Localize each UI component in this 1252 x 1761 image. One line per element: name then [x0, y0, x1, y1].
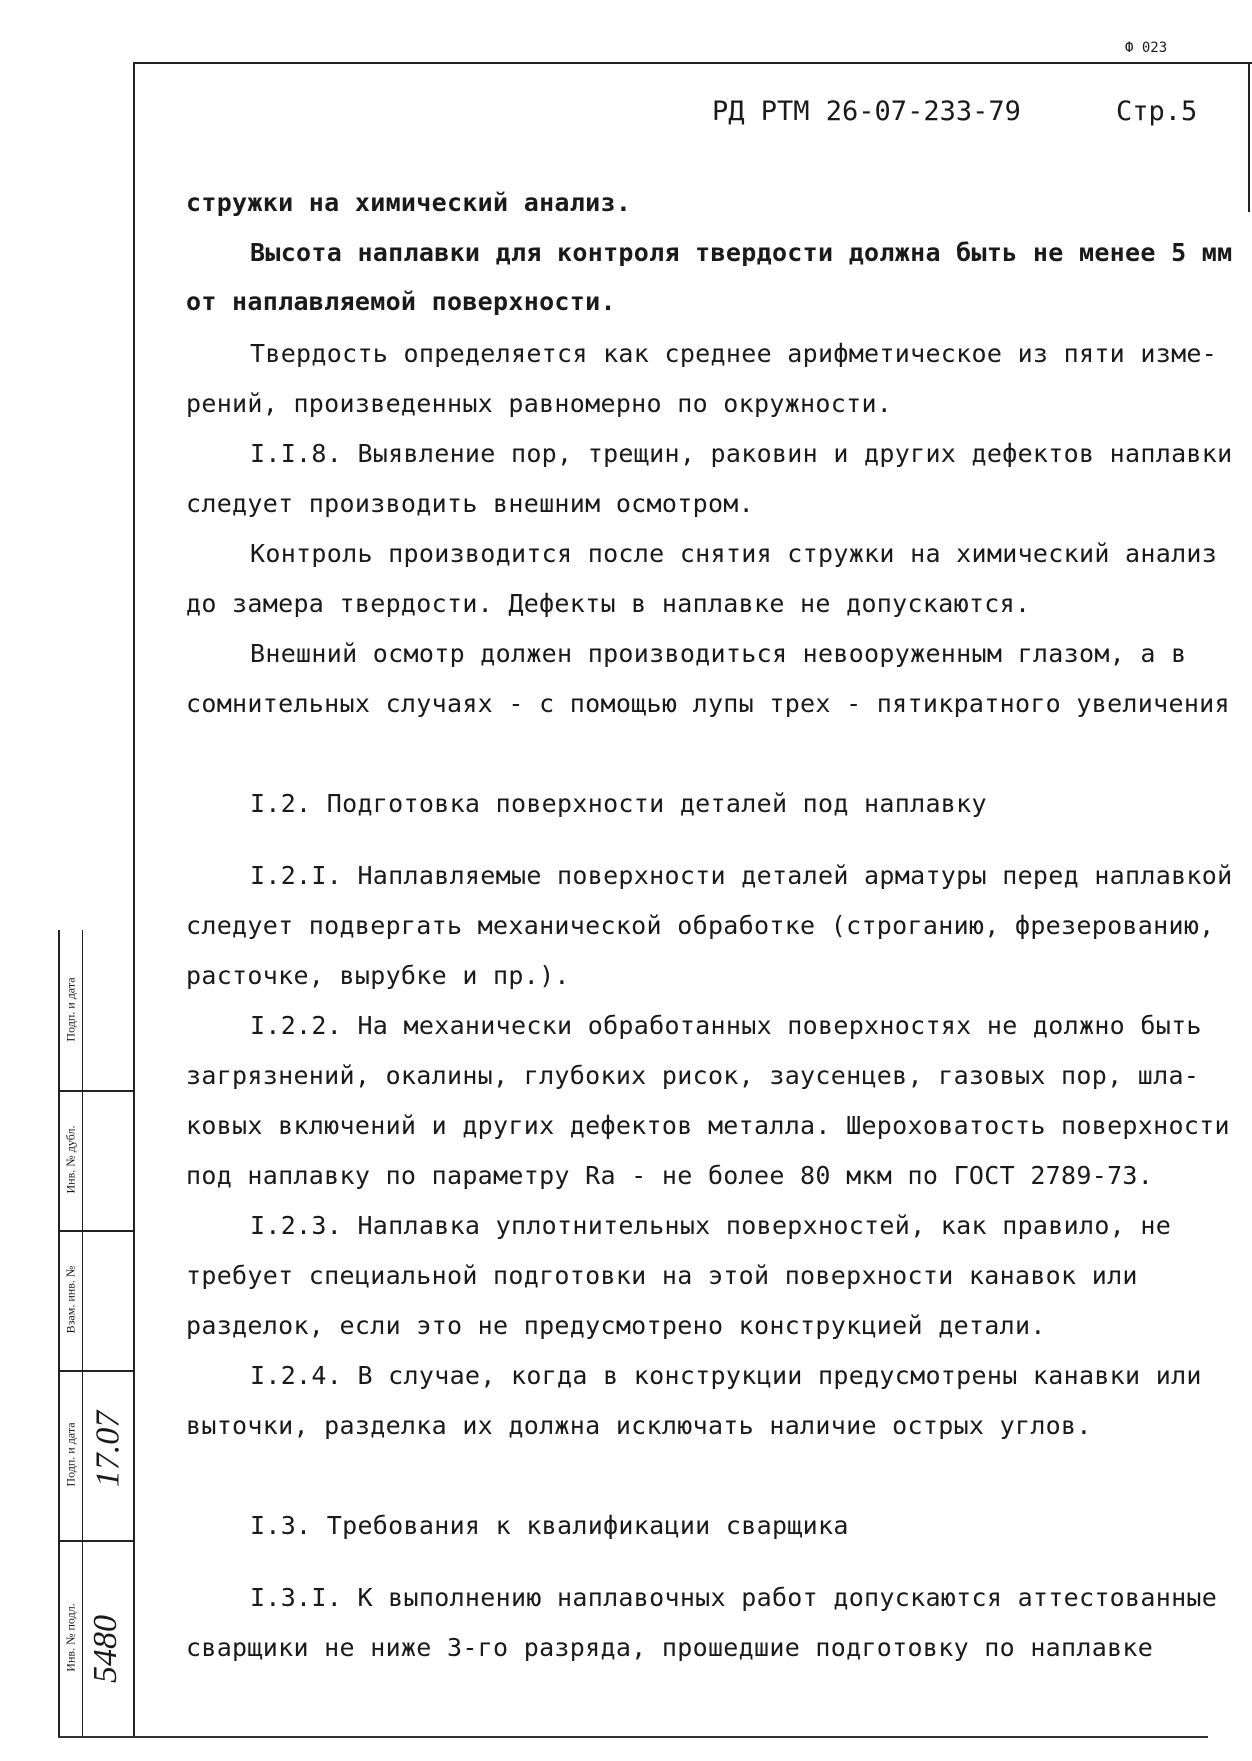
text-line: следует подвергать механической обработке (строганию, фрезерованию, [186, 911, 1215, 940]
text-line: рений, произведенных равномерно по окружности. [186, 389, 893, 418]
text-line: разделок, если это не предусмотрено конструкцией детали. [186, 1311, 1046, 1340]
text-line: Твердость определяется как среднее арифметическое из пяти изме- [250, 339, 1218, 368]
section-heading: I.3. Требования к квалификации сварщика [250, 1511, 849, 1540]
stamp-divider [82, 930, 83, 1736]
text-line: Внешний осмотр должен производиться невооруженным глазом, а в [250, 639, 1187, 668]
text-line: расточке, вырубке и пр.). [186, 961, 570, 990]
text-line: выточки, разделка их должна исключать наличие острых углов. [186, 1411, 1092, 1440]
page-frame-right [1248, 62, 1250, 212]
text-line: загрязнений, окалины, глубоких рисок, заусенцев, газовых пор, шла- [186, 1061, 1200, 1090]
text-line: I.2.3. Наплавка уплотнительных поверхностей, как правило, не [250, 1211, 1172, 1240]
stamp-row-line [60, 1540, 134, 1542]
text-line: под наплавку по параметру Rа - не более 80 мкм по ГОСТ 2789-73. [186, 1161, 1154, 1190]
text-line: от наплавляемой поверхности. [186, 287, 616, 316]
stamp-label: Взам. инв. № [63, 1265, 78, 1334]
text-line: стружки на химический анализ. [186, 188, 632, 217]
text-line: сомнительных случаях - с помощью лупы трех - пятикратного увеличения [186, 689, 1230, 718]
text-line: Контроль производится после снятия стружки на химический анализ [250, 539, 1218, 568]
stamp-label: Подп. и дата [63, 977, 78, 1042]
text-line: требует специальной подготовки на этой поверхности канавок или [186, 1261, 1138, 1290]
page-number: Стр.5 [1116, 96, 1198, 127]
text-line: до замера твердости. Дефекты в наплавке не допускаются. [186, 589, 1031, 618]
text-line: Высота наплавки для контроля твердости должна быть не менее 5 мм [250, 238, 1233, 267]
page-frame-bottom [58, 1736, 1208, 1738]
text-line: I.2.2. На механически обработанных поверхностях не должно быть [250, 1011, 1202, 1040]
text-line: I.3.I. К выполнению наплавочных работ допускаются аттестованные [250, 1583, 1218, 1612]
page-frame-top [133, 62, 1252, 64]
handwritten-date: 17.07 [89, 1410, 127, 1488]
text-line: сварщики не ниже 3-го разряда, прошедшие подготовку по наплавке [186, 1633, 1154, 1662]
stamp-row-line [60, 1090, 134, 1092]
text-line: ковых включений и других дефектов металла. Шероховатость поверхности [186, 1111, 1230, 1140]
stamp-row-line [60, 1230, 134, 1232]
section-heading: I.2. Подготовка поверхности деталей под наплавку [250, 789, 987, 818]
stamp-label: Инв. № дубл. [63, 1125, 78, 1194]
text-line: I.2.I. Наплавляемые поверхности деталей арматуры перед наплавкой [250, 861, 1233, 890]
text-line: следует производить внешним осмотром. [186, 489, 754, 518]
stamp-label: Инв. № подл. [63, 1603, 78, 1672]
stamp-label: Подп. и дата [63, 1422, 78, 1487]
handwritten-inventory-number: 5480 [87, 1615, 124, 1683]
document-code: РД РТМ 26-07-233-79 [712, 96, 1021, 127]
text-line: I.I.8. Выявление пор, трещин, раковин и других дефектов наплавки [250, 439, 1233, 468]
form-code: Ф 023 [1125, 40, 1168, 56]
stamp-row-line [60, 1370, 134, 1372]
document-stamp [58, 930, 134, 1736]
text-line: I.2.4. В случае, когда в конструкции предусмотрены канавки или [250, 1361, 1202, 1390]
